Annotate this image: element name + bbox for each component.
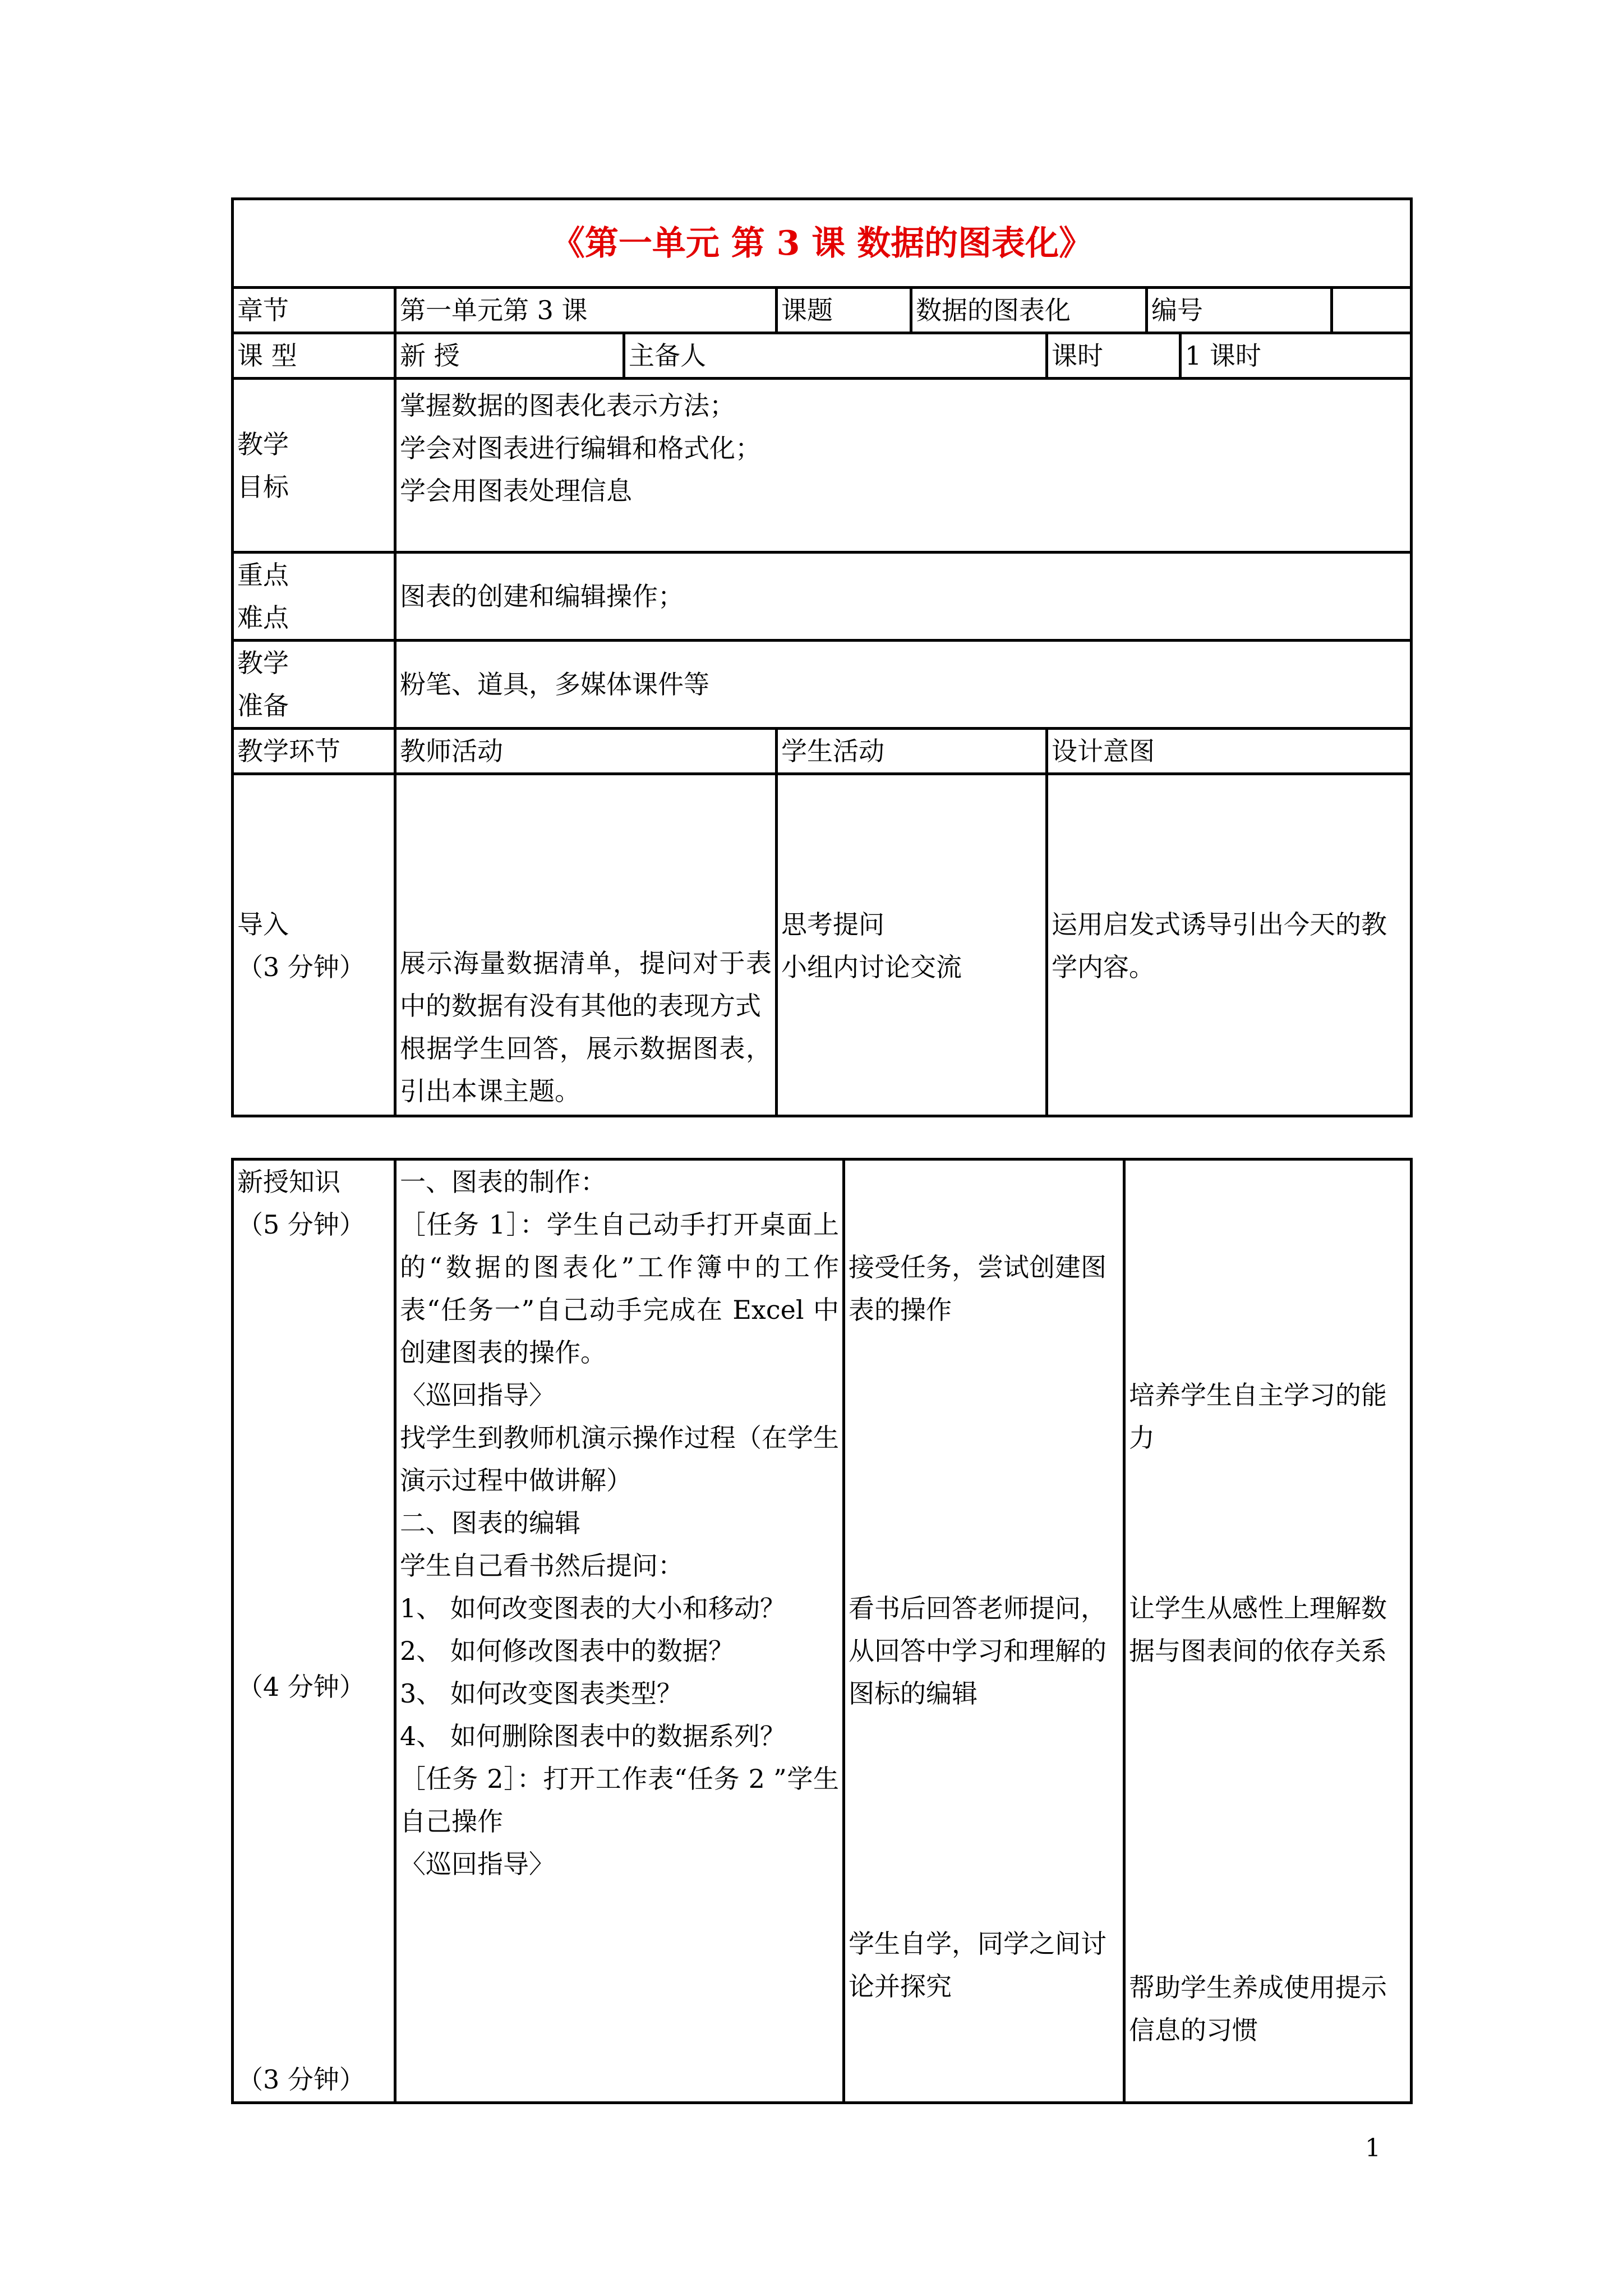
key-points-text: 图表的创建和编辑操作； (395, 553, 1412, 641)
header-stage: 教学环节 (233, 729, 395, 774)
new-knowledge-stage-cell (233, 1159, 395, 2103)
stage-new-knowledge: 新授知识 （5 分钟） (237, 1167, 365, 1240)
preparation-label: 教学 准备 (233, 641, 395, 729)
header-teacher: 教师活动 (395, 729, 777, 774)
header-student: 学生活动 (777, 729, 1047, 774)
lesson-plan-table-2 (231, 1158, 1413, 2104)
document-title: 《第一单元 第 3 课 数据的图表化》 (233, 199, 1412, 288)
new-knowledge-teacher: 一、图表的制作： ［任务 1］：学生自己动手打开桌面上的“数据的图表化”工作簿中的工作表“任务一”自己动手完成在 Excel 中创建图表的操作。 〈巡回指导〉 找学生到教师机演示操作过程（在学生演示过程中做讲解） 二、图表的编辑 学生自己看书然后提问： 1、 如何改变图表的大小和移动？ 2、 如何修改图表中的数据？ 3、 如何改变图表类型？ 4、 如何删除图表中的数据系列？ ［任务 2］：打开工作表“任务 2 ”学生自己操作 〈巡回指导〉 (395, 1159, 844, 2103)
chapter-value: 第一单元第 3 课 (395, 288, 777, 333)
new-knowledge-design-cell (1124, 1159, 1412, 2103)
page-number: 1 (1365, 2134, 1381, 2162)
hours-label: 课时 (1047, 333, 1181, 379)
design-intent-b: 让学生从感性上理解数据与图表间的依存关系 (1129, 1593, 1387, 1666)
lesson-plan-table-1 (231, 197, 1413, 1117)
intro-teacher: 展示海量数据清单，提问对于表中的数据有没有其他的表现方式 根据学生回答，展示数据图表，引出本课主题。 (395, 774, 777, 1116)
design-intent-c: 帮助学生养成使用提示信息的习惯 (1129, 1972, 1387, 2045)
new-knowledge-student-cell (844, 1159, 1124, 2103)
hours-value: 1 课时 (1181, 333, 1412, 379)
design-intent-a: 培养学生自主学习的能力 (1129, 1380, 1387, 1453)
preparer-label: 主备人 (624, 333, 1047, 379)
stage-3-minutes: （3 分钟） (237, 2064, 365, 2095)
student-activity-b: 看书后回答老师提问，从回答中学习和理解的图标的编辑 (849, 1593, 1106, 1709)
number-value (1332, 288, 1412, 333)
intro-design: 运用启发式诱导引出今天的教学内容。 (1047, 774, 1412, 1116)
number-label: 编号 (1147, 288, 1332, 333)
stage-4-minutes: （4 分钟） (237, 1672, 365, 1702)
topic-label: 课题 (777, 288, 911, 333)
key-points-label: 重点 难点 (233, 553, 395, 641)
student-activity-c: 学生自学，同学之间讨论并探究 (849, 1929, 1106, 2001)
student-activity-a: 接受任务，尝试创建图表的操作 (849, 1252, 1106, 1325)
preparation-text: 粉笔、道具，多媒体课件等 (395, 641, 1412, 729)
header-design: 设计意图 (1047, 729, 1412, 774)
type-label: 课 型 (233, 333, 395, 379)
intro-student: 思考提问 小组内讨论交流 (777, 774, 1047, 1116)
intro-stage: 导入 （3 分钟） (233, 774, 395, 1116)
topic-value: 数据的图表化 (911, 288, 1147, 333)
type-value: 新 授 (395, 333, 624, 379)
chapter-label: 章节 (233, 288, 395, 333)
objectives-text: 掌握数据的图表化表示方法； 学会对图表进行编辑和格式化； 学会用图表处理信息 (395, 379, 1412, 553)
objectives-label: 教学 目标 (233, 379, 395, 553)
